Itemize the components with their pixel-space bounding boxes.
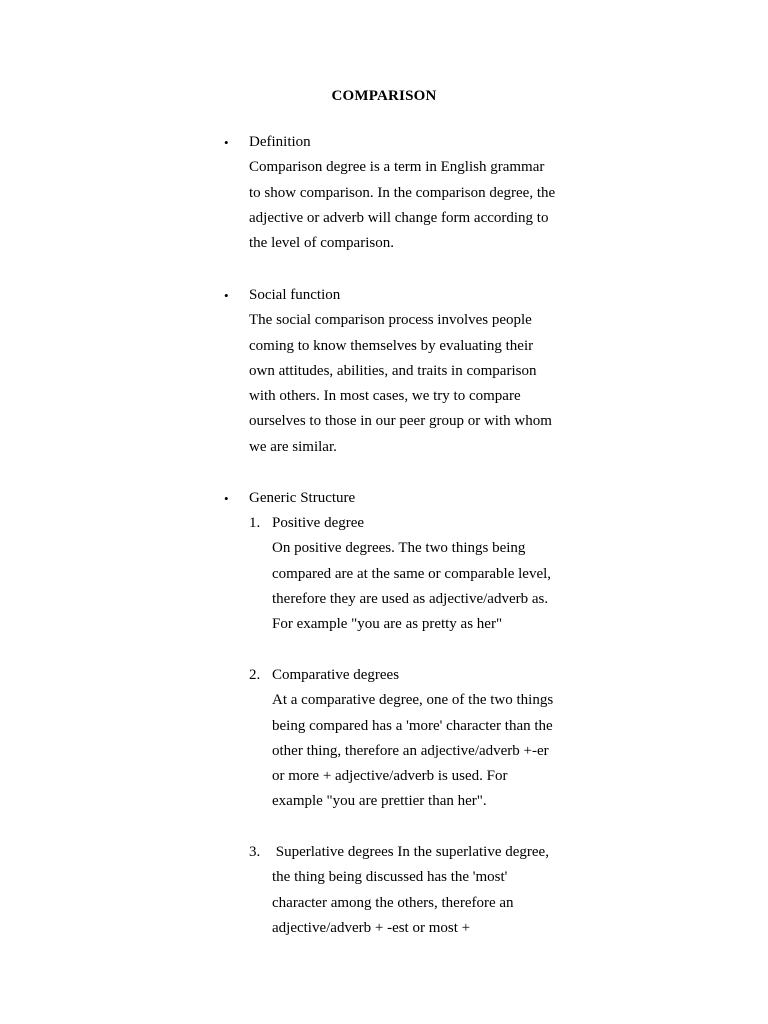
item-heading: Positive degree bbox=[272, 515, 365, 531]
paragraph-line: At a comparative degree, one of the two things bbox=[272, 692, 554, 709]
paragraph-line: The social comparison process involves people bbox=[249, 312, 532, 329]
paragraph-line: we are similar. bbox=[249, 438, 337, 455]
numbered-item-comparative-degrees bbox=[249, 663, 592, 815]
paragraph-line: For example "you are as pretty as her" bbox=[272, 616, 503, 633]
paragraph-line: compared are at the same or comparable level, bbox=[272, 565, 552, 582]
paragraph-line: adjective or adverb will change form according to bbox=[249, 209, 549, 226]
paragraph-line: On positive degrees. The two things being bbox=[272, 540, 526, 557]
section-definition bbox=[224, 130, 589, 256]
paragraph-line: with others. In most cases, we try to compare bbox=[249, 388, 521, 405]
paragraph-line: character among the others, therefore an bbox=[272, 894, 514, 911]
numbered-item-superlative-degrees bbox=[249, 840, 592, 941]
paragraph-line: Comparison degree is a term in English grammar bbox=[249, 159, 545, 176]
item-number: 3. bbox=[249, 844, 261, 860]
paragraph-line: or more + adjective/adverb is used. For bbox=[272, 768, 508, 785]
paragraph-line: example "you are prettier than her". bbox=[272, 793, 487, 810]
section-social-function bbox=[224, 283, 589, 460]
paragraph-line: own attitudes, abilities, and traits in comparison bbox=[249, 362, 537, 379]
paragraph-line: to show comparison. In the comparison degree, the bbox=[249, 184, 556, 201]
section-heading: Generic Structure bbox=[249, 490, 356, 506]
paragraph-line: ourselves to those in our peer group or with whom bbox=[249, 413, 552, 430]
section-heading: Social function bbox=[249, 287, 341, 303]
paragraph-line: therefore they are used as adjective/adverb as. bbox=[272, 590, 549, 607]
paragraph-line: the thing being discussed has the 'most' bbox=[272, 869, 508, 886]
numbered-item-positive-degree bbox=[249, 511, 592, 637]
bullet-icon: • bbox=[224, 288, 229, 303]
item-number: 2. bbox=[249, 667, 261, 683]
bullet-icon: • bbox=[224, 135, 229, 150]
paragraph-line: other thing, therefore an adjective/adverb +-er bbox=[272, 742, 549, 759]
paragraph-line: coming to know themselves by evaluating their bbox=[249, 337, 534, 354]
paragraph-line: adjective/adverb + -est or most + bbox=[272, 919, 471, 936]
item-heading: Superlative degrees In the superlative degree, bbox=[272, 844, 549, 860]
document-title: COMPARISON bbox=[331, 88, 437, 104]
item-number: 1. bbox=[249, 515, 261, 531]
paragraph-line: being compared has a 'more' character than the bbox=[272, 717, 553, 734]
section-heading: Definition bbox=[249, 134, 311, 150]
item-heading: Comparative degrees bbox=[272, 667, 400, 683]
paragraph-line: the level of comparison. bbox=[249, 235, 394, 252]
section-generic-structure bbox=[224, 486, 589, 511]
bullet-icon: • bbox=[224, 491, 229, 506]
